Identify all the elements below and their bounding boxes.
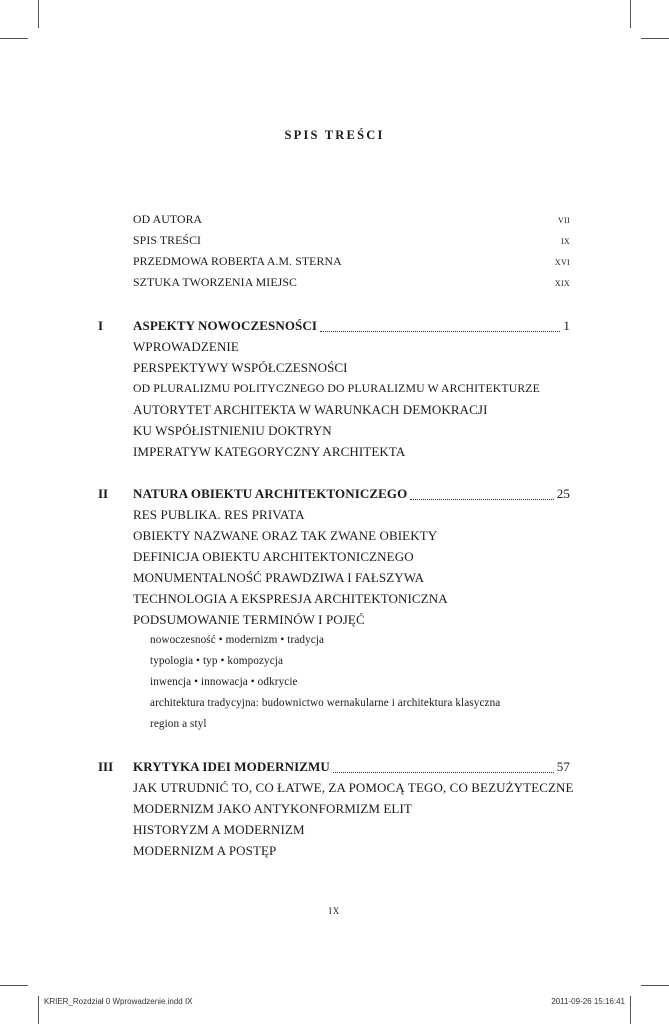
toc-subsection[interactable] <box>150 697 587 715</box>
toc-entry-label: OD AUTORA <box>133 212 203 226</box>
toc-section[interactable] <box>133 843 570 861</box>
toc-section[interactable] <box>133 402 570 420</box>
section-label: AUTORYTET ARCHITEKTA W WARUNKACH DEMOKRACJI <box>133 402 488 417</box>
toc-entry-label: PRZEDMOWA ROBERTA A.M. STERNA <box>133 254 342 268</box>
slug-timestamp: 2011-09-26 15:16:41 <box>551 997 625 1006</box>
crop-mark <box>0 985 28 986</box>
section-label: RES PUBLIKA. RES PRIVATA <box>133 507 305 522</box>
toc-chapter-entry[interactable] <box>133 486 570 504</box>
toc-section[interactable] <box>133 360 570 378</box>
toc-section[interactable] <box>133 444 570 462</box>
toc-section[interactable] <box>133 570 570 588</box>
toc-section[interactable] <box>133 423 570 441</box>
chapter-page: 57 <box>556 759 570 774</box>
chapter-number: I <box>98 318 104 333</box>
section-label: PERSPEKTYWY WSPÓŁCZESNOŚCI <box>133 360 348 375</box>
chapter-page: 1 <box>563 318 570 333</box>
subsection-label: typologia • typ • kompozycja <box>150 655 284 667</box>
toc-section[interactable] <box>133 612 570 630</box>
toc-entry-label: SPIS TREŚCI <box>133 233 202 247</box>
subsection-label: architektura tradycyjna: budownictwo wernakularne i architektura klasyczna <box>150 697 501 709</box>
section-label: MODERNIZM A POSTĘP <box>133 843 277 858</box>
crop-mark <box>38 996 39 1024</box>
toc-entry-page: XVI <box>554 258 570 267</box>
toc-subsection[interactable] <box>150 655 587 673</box>
crop-mark <box>641 985 669 986</box>
toc-entry-page: IX <box>560 237 570 246</box>
toc-entry[interactable] <box>133 254 570 272</box>
crop-mark <box>0 38 28 39</box>
section-label: MONUMENTALNOŚĆ PRAWDZIWA I FAŁSZYWA <box>133 570 425 585</box>
toc-entry[interactable] <box>133 275 570 293</box>
toc-section[interactable] <box>133 591 570 609</box>
toc-chapter-entry[interactable] <box>133 759 570 777</box>
toc-section[interactable] <box>133 801 570 819</box>
crop-mark <box>641 38 669 39</box>
chapter-title: KRYTYKA IDEI MODERNIZMU <box>133 759 330 774</box>
section-label: HISTORYZM A MODERNIZM <box>133 822 305 837</box>
toc-subsection[interactable] <box>150 718 587 736</box>
toc-section[interactable] <box>133 507 570 525</box>
section-label: DEFINICJA OBIEKTU ARCHITEKTONICZNEGO <box>133 549 414 564</box>
toc-section[interactable] <box>133 549 570 567</box>
toc-section[interactable] <box>133 822 570 840</box>
section-label: PODSUMOWANIE TERMINÓW I POJĘĆ <box>133 612 365 627</box>
page-title: SPIS TREŚCI <box>284 128 385 142</box>
section-label: IMPERATYW KATEGORYCZNY ARCHITEKTA <box>133 444 406 459</box>
section-label: OD PLURALIZMU POLITYCZNEGO DO PLURALIZMU W ARCHITEKTURZE <box>133 381 540 395</box>
toc-chapter-entry[interactable] <box>133 318 570 336</box>
section-label: WPROWADZENIE <box>133 339 239 354</box>
section-label: JAK UTRUDNIĆ TO, CO ŁATWE, ZA POMOCĄ TEGO, CO BEZUŻYTECZNE <box>133 780 574 795</box>
subsection-label: inwencja • innowacja • odkrycie <box>150 676 298 688</box>
chapter-title: NATURA OBIEKTU ARCHITEKTONICZEGO <box>133 486 408 501</box>
toc-section[interactable] <box>133 528 570 546</box>
section-label: KU WSPÓŁISTNIENIU DOKTRYN <box>133 423 332 438</box>
page-number: IX <box>328 906 341 916</box>
chapter-page: 25 <box>556 486 570 501</box>
chapter-number: III <box>98 759 114 774</box>
toc-subsection[interactable] <box>150 634 587 652</box>
chapter-title: ASPEKTY NOWOCZESNOŚCI <box>133 318 318 333</box>
crop-mark <box>38 0 39 28</box>
toc-entry-label: SZTUKA TWORZENIA MIEJSC <box>133 275 297 289</box>
dot-leader <box>320 331 560 332</box>
toc-section[interactable] <box>133 339 570 357</box>
crop-mark <box>630 996 631 1024</box>
section-label: TECHNOLOGIA A EKSPRESJA ARCHITEKTONICZNA <box>133 591 448 606</box>
crop-mark <box>630 0 631 28</box>
dot-leader <box>410 499 553 500</box>
subsection-label: region a styl <box>150 718 207 730</box>
toc-subsection[interactable] <box>150 676 587 694</box>
section-label: MODERNIZM JAKO ANTYKONFORMIZM ELIT <box>133 801 412 816</box>
toc-entry[interactable] <box>133 233 570 251</box>
subsection-label: nowoczesność • modernizm • tradycja <box>150 634 325 646</box>
slug-filename: KRIER_Rozdział 0 Wprowadzenie.indd IX <box>44 997 193 1006</box>
chapter-number: II <box>98 486 109 501</box>
section-label: OBIEKTY NAZWANE ORAZ TAK ZWANE OBIEKTY <box>133 528 438 543</box>
dot-leader <box>333 772 554 773</box>
toc-entry[interactable] <box>133 212 570 230</box>
toc-entry-page: VII <box>557 216 570 225</box>
toc-section[interactable] <box>133 381 570 399</box>
toc-section[interactable] <box>133 780 574 798</box>
toc-entry-page: XIX <box>554 279 570 288</box>
